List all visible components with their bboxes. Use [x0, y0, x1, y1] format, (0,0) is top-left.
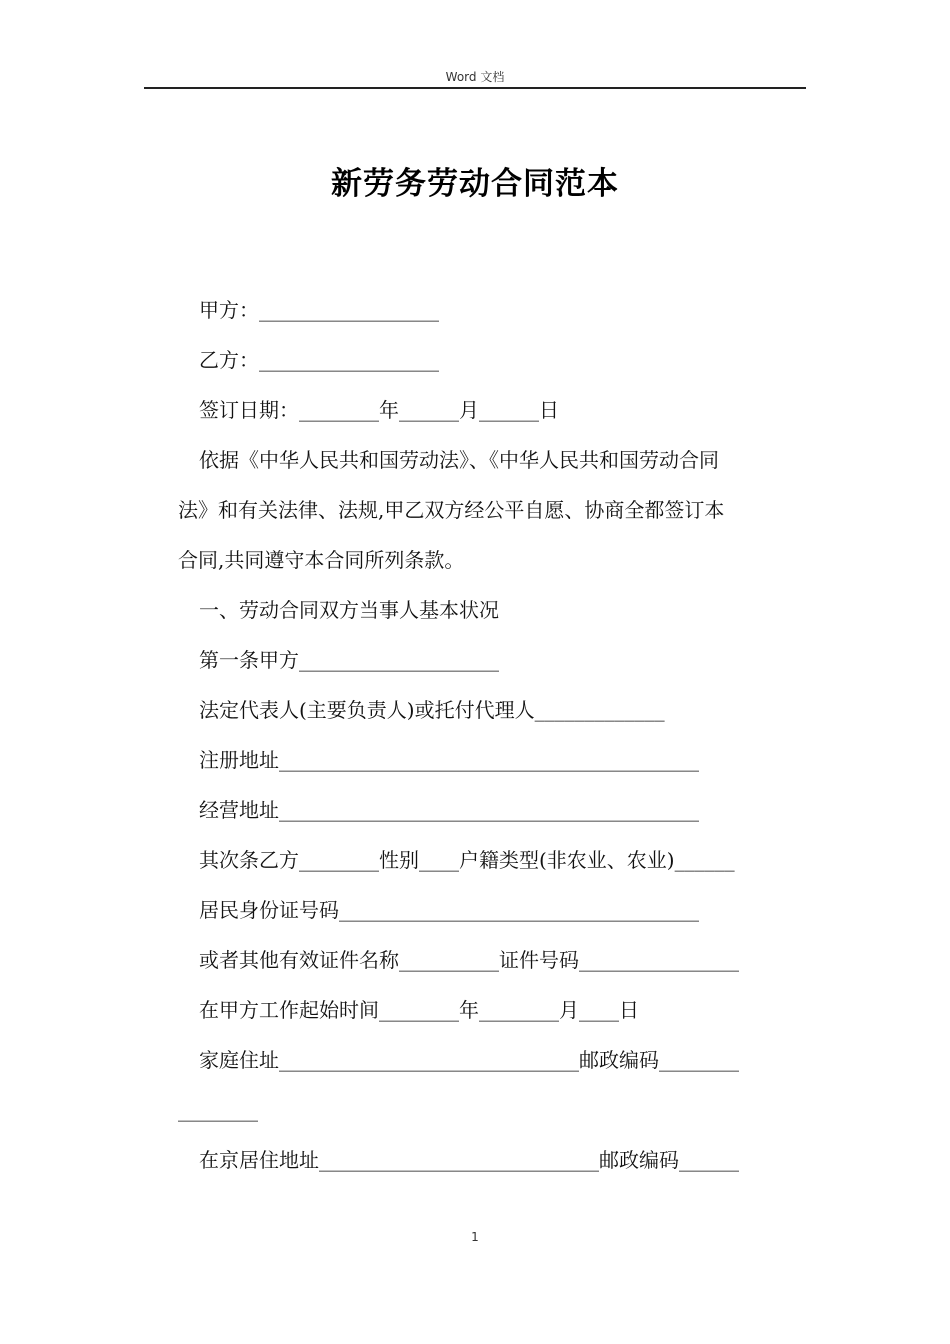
party-a-line: 甲方：__________________ [199, 298, 439, 322]
start-date-line: 在甲方工作起始时间________年________月____日 [199, 998, 639, 1022]
section-heading-1: 一、劳动合同双方当事人基本状况 [199, 598, 499, 622]
business-address-line: 经营地址__________________________________________ [199, 798, 699, 822]
legal-representative-line: 法定代表人(主要负责人)或托付代理人_____________ [199, 698, 665, 722]
signing-date-line: 签订日期：________年______月______日 [199, 398, 559, 422]
beijing-address-line: 在京居住地址____________________________邮政编码______ [199, 1148, 739, 1172]
article-2-party-b: 其次条乙方________性别____户籍类型(非农业、农业)______ [199, 848, 735, 872]
header-divider [144, 87, 806, 89]
registered-address-line: 注册地址__________________________________________ [199, 748, 699, 772]
article-1-party-a: 第一条甲方____________________ [199, 648, 499, 672]
page-header-label: Word 文档 [445, 70, 505, 84]
other-id-line: 或者其他有效证件名称__________证件号码________________ [199, 948, 739, 972]
party-b-line: 乙方：__________________ [199, 348, 439, 372]
home-address-line: 家庭住址______________________________邮政编码________ [199, 1048, 739, 1072]
preamble-line-3: 合同,共同遵守本合同所列条款。 [178, 548, 465, 572]
preamble-line-1: 依据《中华人民共和国劳动法》、《中华人民共和国劳动合同 [199, 448, 719, 472]
id-number-line: 居民身份证号码____________________________________ [199, 898, 699, 922]
page-number: 1 [471, 1230, 479, 1244]
preamble-line-2: 法》和有关法律、法规,甲乙双方经公平自愿、协商全都签订本 [178, 498, 725, 522]
home-address-continuation: ________ [178, 1098, 258, 1122]
document-title: 新劳务劳动合同范本 [331, 166, 619, 202]
